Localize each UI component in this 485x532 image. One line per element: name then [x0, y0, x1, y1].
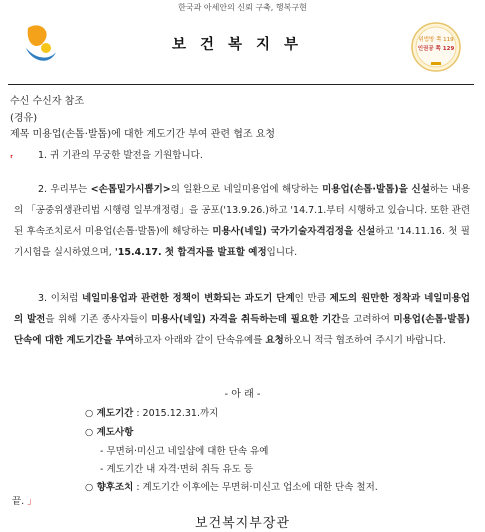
followup-label: ○ 향후조치	[85, 482, 134, 493]
p3-text-h: 미용업(손톱·발톱) 단속에 대한 계도기간을 부여	[14, 314, 470, 346]
p3-text-f: 미용사(네일) 자격을 취득하는데 필요한 기간	[151, 314, 341, 325]
via-line: (경유)	[10, 113, 38, 124]
notice-subitem-1: - 무면허·미신고 네일샵에 대한 단속 유예	[100, 446, 269, 457]
p2-text-d: 미용업(손톱·발톱)을 신설	[322, 184, 430, 195]
p2-text-c: 의 일환으로 네일미용업에 해당하는	[170, 184, 323, 195]
p2-text-i: 입니다.	[266, 247, 298, 258]
p2-text-f: 미용사(네일) 국가기술자격검정을 신설	[212, 226, 376, 237]
notice-subitem-2: - 계도기간 내 자격·면허 취득 유도 등	[100, 464, 254, 475]
paragraph-1: 1. 귀 기관의 무궁한 발전을 기원합니다.	[38, 150, 203, 161]
p2-text-g: 하고 '14.11.16. 첫 필기시험을 실시하였으며,	[14, 226, 470, 258]
period-label: ○ 계도기간	[85, 408, 134, 419]
campaign-badge	[411, 22, 461, 72]
p2-text-h: '15.4.17. 첫 합격자를 발표할 예정	[114, 247, 267, 258]
badge-line-2: 인권공 쪽 129	[417, 46, 455, 52]
guidance-label: ○ 계도사항	[85, 427, 134, 438]
p2-text-e: 하는 내용의 「공중위생관리법 시행령 일부개정령」을 공포('13.9.26.)하고 '14.7.1.부터 시행하고 있습니다. 또한 관련된 후속조치로서 미용업(손톱·발톱)에 해당하는	[14, 184, 470, 237]
closing-end	[12, 493, 36, 507]
sender-name: 보건복지부장관	[195, 516, 290, 531]
notice-item-guidance	[85, 424, 133, 438]
header-motto: 한국과 아세안의 신뢰 구축, 행복구현	[178, 3, 307, 12]
government-logo-icon	[20, 22, 60, 68]
closing-text: 끝.	[12, 496, 25, 507]
p3-text-i: 하고자 아래와 같이 단속유예를	[134, 335, 266, 346]
p3-text-b: 네일미용업과 관련한 정책이 변화되는 과도기 단계	[82, 293, 295, 304]
p3-text-c: 인 만큼	[294, 293, 330, 304]
recipient-line: 수신 수신자 참조	[10, 96, 84, 107]
notice-item-followup	[85, 479, 378, 493]
period-value: : 2015.12.31.까지	[133, 408, 219, 419]
ministry-title: 보건복지부	[171, 37, 313, 53]
p3-text-a: 3. 이처럼	[38, 293, 82, 304]
paragraph-2	[14, 179, 470, 263]
p3-text-j: 요청	[265, 335, 284, 346]
followup-value: : 계도기간 이후에는 무면허·미신고 업소에 대한 단속 철저.	[133, 482, 378, 493]
badge-line-1: 위법방 쪽 119	[418, 37, 454, 43]
p2-text-a: 2. 우리부는	[38, 184, 91, 195]
closing-mark: 」	[27, 497, 37, 507]
notice-item-period	[85, 405, 218, 419]
notice-heading: - 아 래 -	[224, 389, 261, 400]
header-divider	[8, 84, 474, 85]
paragraph-3	[14, 288, 470, 351]
red-tick-mark: ⸢	[10, 155, 14, 165]
subject-line: 제목 미용업(손톱·발톱)에 대한 계도기간 부여 관련 협조 요청	[10, 129, 276, 140]
p3-text-k: 하오니 적극 협조하여 주시기 바랍니다.	[283, 335, 446, 346]
p3-text-d: 제도의 원만한 정착과 네일미용업의 발전	[14, 293, 471, 325]
p3-text-e: 을 위해 기존 종사자들이	[45, 314, 152, 325]
p2-text-b: <손톱밑가시뽑기>	[90, 184, 171, 195]
p3-text-g: 을 고려하여	[340, 314, 394, 325]
